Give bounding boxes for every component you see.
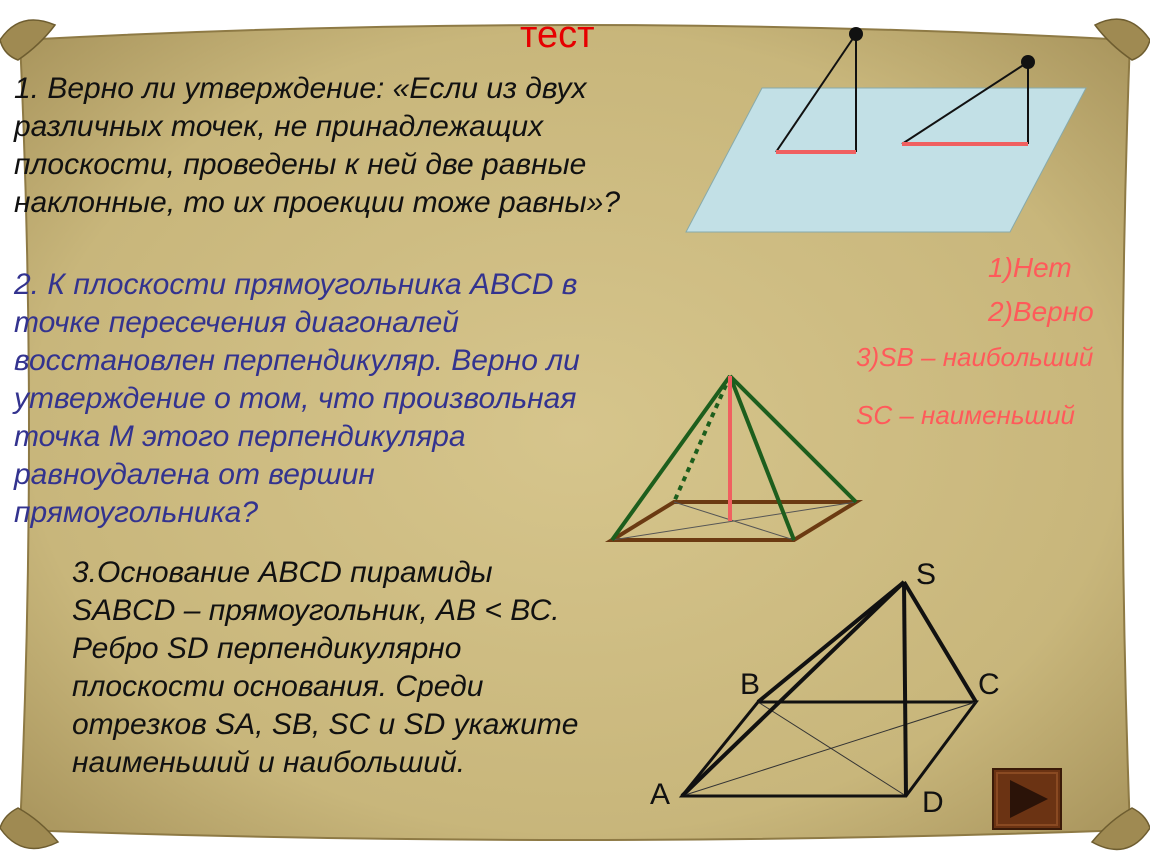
vertex-label-c: C <box>978 668 1000 701</box>
edge-sd <box>904 582 906 796</box>
vertex-label-b: B <box>740 668 761 701</box>
answer-3-largest: 3)SB – наибольший <box>856 342 1094 372</box>
answer-3-smallest: SC – наименьший <box>856 400 1076 430</box>
play-triangle-icon <box>992 768 1062 830</box>
question-1: 1. Верно ли утверждение: «Если из двух различных точек, не принадлежащих плоскости, проведены к ней две равные наклонные, то их проекции тоже равны»? <box>14 72 621 219</box>
vertex-label-a: A <box>650 778 671 811</box>
answer-1: 1)Нет <box>988 252 1072 283</box>
next-slide-button[interactable] <box>992 768 1062 830</box>
question-2: 2. К плоскости прямоугольника ABCD в точке пересечения диагоналей восстановлен перпендикуляр. Верно ли утверждение о том, что произвольная точка М этого перпендикуляра равноудалена от вершин прямоугольника? <box>14 268 580 529</box>
diagonal-bd <box>758 702 906 796</box>
edge-sa <box>682 582 904 796</box>
answer-2: 2)Верно <box>988 296 1094 327</box>
vertex-label-s: S <box>916 558 937 591</box>
edge-sc <box>904 582 976 702</box>
slide-title: тест <box>520 14 595 56</box>
diagonal-ac <box>682 702 976 796</box>
edge-sb <box>758 582 904 702</box>
question-3: 3.Основание ABCD пирамиды SABCD – прямоугольник, АВ < ВС. Ребро SD перпендикулярно плоскости основания. Среди отрезков SA, SB, SC и SD укажите наименьший и наибольший. <box>72 556 579 779</box>
vertex-label-d: D <box>922 786 944 819</box>
